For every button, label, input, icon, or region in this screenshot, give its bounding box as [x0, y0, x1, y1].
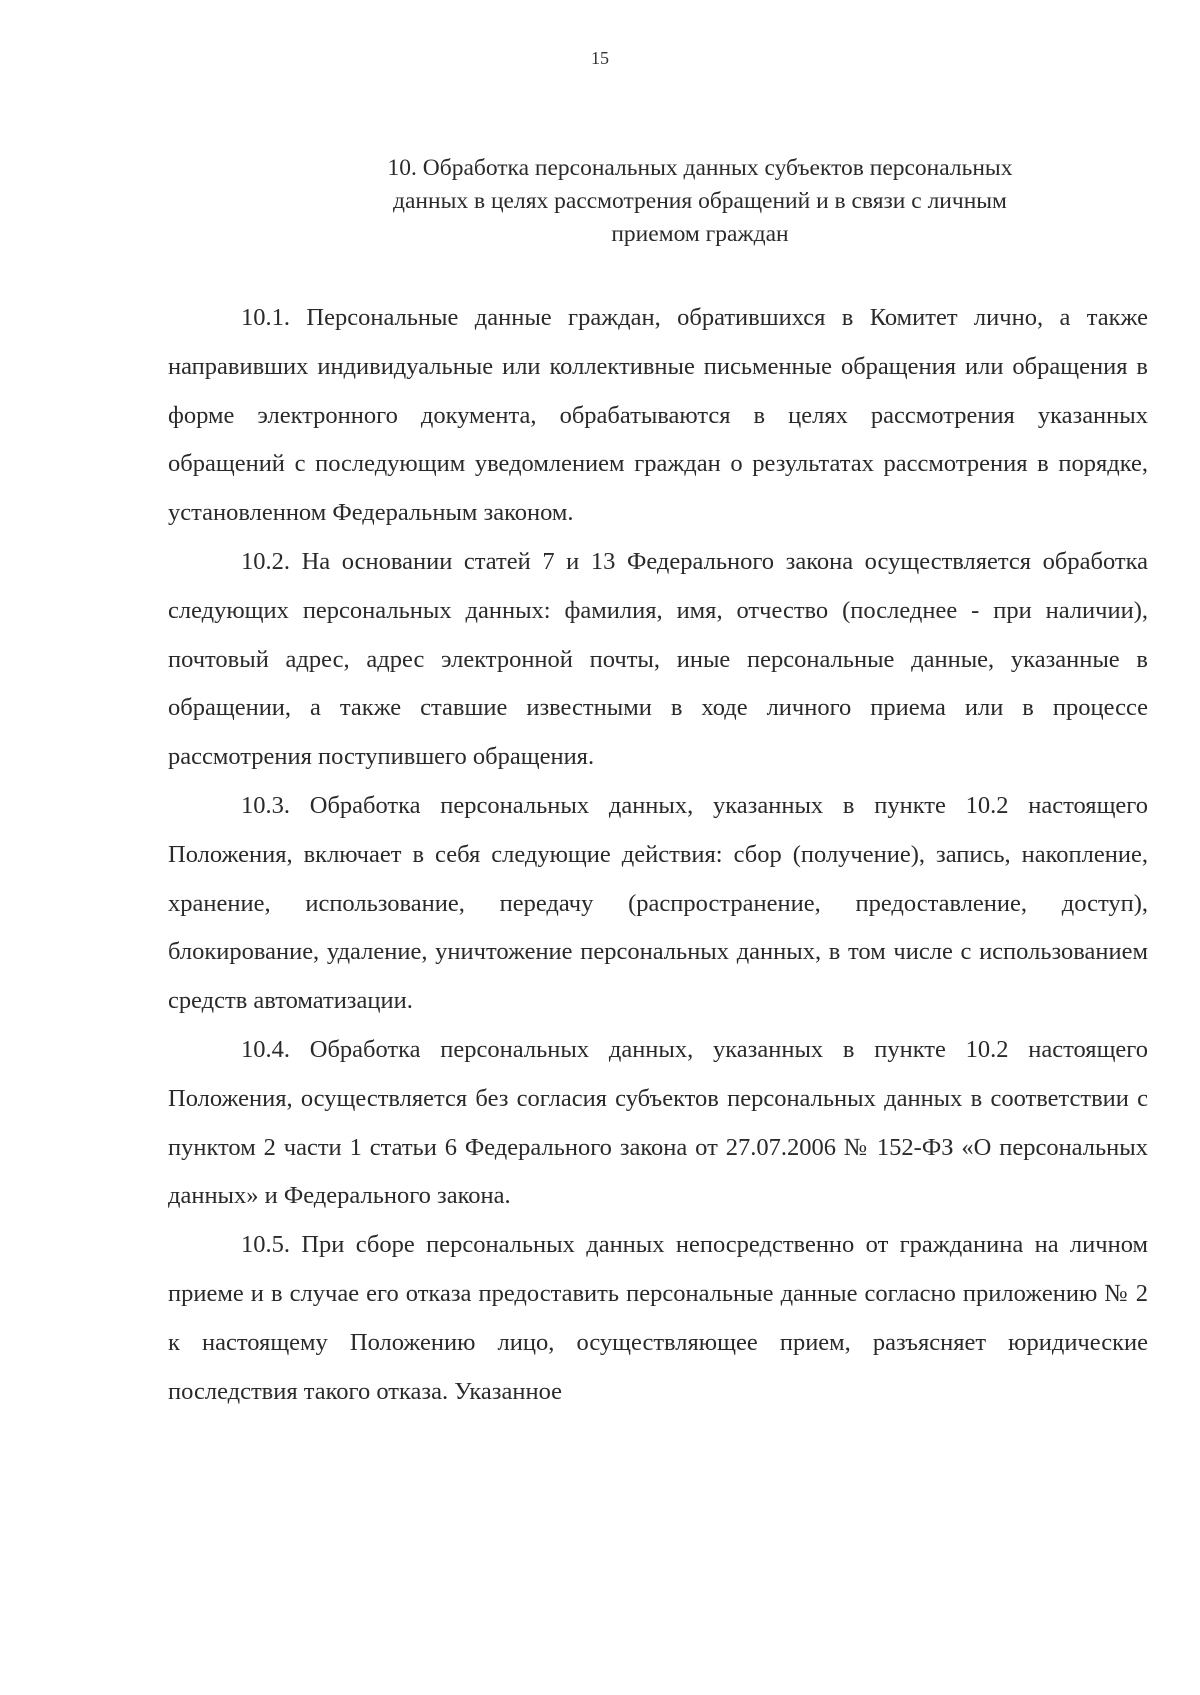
paragraph-10-3: 10.3. Обработка персональных данных, указанных в пункте 10.2 настоящего Положения, включает в себя следующие действия: сбор (получение), запись, накопление, хранение, использование, передачу (распространение, предоставление, доступ), блокирование, удаление, уничтожение персональных данных, в том числе с использованием средств автоматизации.: [168, 791, 1148, 1015]
section-title-line: данных в целях рассмотрения обращений и в связи с личным: [393, 188, 1007, 214]
paragraph-10-1: 10.1. Персональные данные граждан, обратившихся в Комитет лично, а также направивших индивидуальные или коллективные письменные обращения или обращения в форме электронного документа, обрабатываются в целях рассмотрения указанных обращений с последующим уведомлением граждан о результатах рассмотрения в порядке, установленном Федеральным законом.: [168, 304, 1148, 527]
section-title-line: 10. Обработка персональных данных субъектов персональных: [387, 155, 1013, 181]
page-number: 15: [591, 48, 609, 68]
paragraph-10-2: 10.2. На основании статей 7 и 13 Федерального закона осуществляется обработка следующих персональных данных: фамилия, имя, отчество (последнее - при наличии), почтовый адрес, адрес электронной почты, иные персональные данные, указанные в обращении, а также ставшие известными в ходе личного приема или в процессе рассмотрения поступившего обращения.: [168, 547, 1148, 771]
document-body: [168, 294, 1148, 1416]
paragraph-10-5: 10.5. При сборе персональных данных непосредственно от гражданина на личном приеме и в случае его отказа предоставить персональные данные согласно приложению № 2 к настоящему Положению лицо, осуществляющее прием, разъясняет юридические последствия такого отказа. Указанное: [168, 1231, 1148, 1405]
paragraph-10-4: 10.4. Обработка персональных данных, указанных в пункте 10.2 настоящего Положения, осуществляется без согласия субъектов персональных данных в соответствии с пунктом 2 части 1 статьи 6 Федерального закона от 27.07.2006 № 152-ФЗ «О персональных данных» и Федерального закона.: [168, 1035, 1148, 1210]
section-title: [300, 152, 1100, 251]
section-title-line: приемом граждан: [611, 221, 789, 247]
